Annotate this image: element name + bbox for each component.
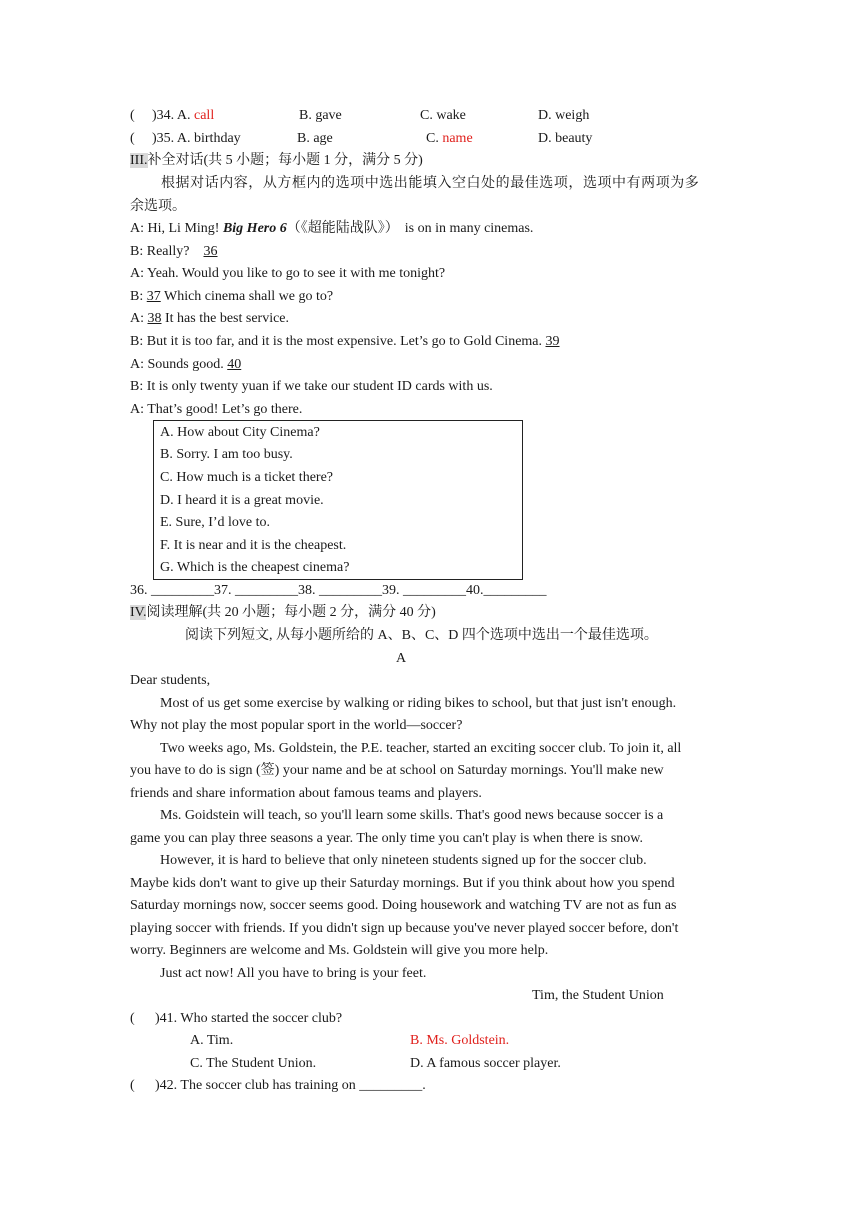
- dialog-line-9: A: That’s good! Let’s go there.: [130, 402, 303, 417]
- movie-title: Big Hero 6: [222, 221, 287, 236]
- dialog-line-5-speaker: A:: [130, 311, 144, 326]
- option-f: F. It is near and it is the cheapest.: [160, 538, 347, 553]
- q34-paren[interactable]: (: [130, 108, 135, 123]
- q35-option-c-text: name: [442, 131, 473, 146]
- passage-greeting: Dear students,: [130, 673, 211, 688]
- blank-39[interactable]: 39: [545, 334, 560, 349]
- option-c: C. How much is a ticket there?: [160, 470, 334, 485]
- passage-p1-line-2: Why not play the most popular sport in the world—soccer?: [130, 718, 463, 733]
- dialog-line-5: [130, 310, 289, 328]
- q41-option-b: B. Ms. Goldstein.: [410, 1033, 510, 1048]
- section3-title: 补全对话(共 5 小题；每小题 1 分，满分 5 分): [147, 153, 423, 168]
- answer-blanks-line[interactable]: 36. _________37. _________38. _________39. _________40._________: [130, 583, 547, 598]
- dialog-line-2-text: B: Really?: [130, 244, 190, 259]
- dialog-line-2: [130, 243, 218, 261]
- q34-option-c: C. wake: [420, 108, 466, 123]
- dialog-line-7: [130, 356, 241, 374]
- passage-p2-line-1: Two weeks ago, Ms. Goldstein, the P.E. teacher, started an exciting soccer club. To join it, all: [160, 741, 682, 756]
- passage-p4-line-1: However, it is hard to believe that only nineteen students signed up for the soccer club.: [160, 853, 647, 868]
- dialog-line-6: [130, 333, 560, 351]
- section4-title: 阅读理解(共 20 小题；每小题 2 分，满分 40 分): [146, 605, 436, 620]
- q41-option-d: D. A famous soccer player.: [410, 1056, 561, 1071]
- passage-p4-line-5: worry. Beginners are welcome and Ms. Goldstein will give you more help.: [130, 943, 549, 958]
- q35-paren[interactable]: (: [130, 131, 135, 146]
- q34-option-a: call: [194, 108, 215, 123]
- passage-p2-line-2: you have to do is sign (签) your name and be at school on Saturday mornings. You'll make new: [130, 763, 664, 778]
- passage-p4-line-4: playing soccer with friends. If you didn't sign up because you've never played soccer before, don't: [130, 921, 679, 936]
- option-e: E. Sure, I’d love to.: [160, 515, 271, 530]
- q35-option-c: [426, 130, 473, 148]
- blank-40[interactable]: 40: [227, 357, 242, 372]
- dialog-line-1-start: A: Hi, Li Ming!: [130, 221, 220, 236]
- option-d: D. I heard it is a great movie.: [160, 493, 324, 508]
- movie-title-chinese: （《超能陆战队》）: [286, 221, 399, 236]
- q34-option-d: D. weigh: [538, 108, 590, 123]
- passage-p1-line-1: Most of us get some exercise by walking or riding bikes to school, but that just isn't enough.: [160, 696, 677, 711]
- dialog-line-1-end: is on in many cinemas.: [404, 221, 534, 236]
- section3-number: III.: [130, 153, 148, 168]
- blank-36[interactable]: 36: [203, 244, 218, 259]
- q41-stem: )41. Who started the soccer club?: [155, 1011, 343, 1026]
- option-a: A. How about City Cinema?: [160, 425, 320, 440]
- dialog-line-1: [130, 220, 533, 238]
- dialog-line-4: [130, 288, 333, 306]
- q42-stem: )42. The soccer club has training on _________.: [155, 1078, 426, 1093]
- q41-option-c: C. The Student Union.: [190, 1056, 317, 1071]
- q35-option-c-letter: C.: [426, 131, 439, 146]
- q34-stem: [152, 107, 214, 125]
- blank-38[interactable]: 38: [147, 311, 162, 326]
- passage-p3-line-1: Ms. Goidstein will teach, so you'll learn some skills. That's good news because soccer is a: [160, 808, 664, 823]
- passage-p4-line-3: Saturday mornings now, soccer seems good. Doing housework and watching TV are not as fun as: [130, 898, 677, 913]
- option-b: B. Sorry. I am too busy.: [160, 447, 293, 462]
- dialog-line-3: A: Yeah. Would you like to go to see it with me tonight?: [130, 266, 446, 281]
- section4-heading: [130, 604, 436, 622]
- option-g: G. Which is the cheapest cinema?: [160, 560, 350, 575]
- dialog-line-7-text: A: Sounds good.: [130, 357, 224, 372]
- q41-option-a: A. Tim.: [190, 1033, 234, 1048]
- dialog-line-4-speaker: B:: [130, 289, 144, 304]
- section3-instruction: 根据对话内容，从方框内的选项中选出能填入空白处的最佳选项，选项中有两项为多: [161, 176, 700, 191]
- dialog-line-6-text: B: But it is too far, and it is the most expensive. Let’s go to Gold Cinema.: [130, 334, 543, 349]
- blank-37[interactable]: 37: [146, 289, 161, 304]
- passage-p5: Just act now! All you have to bring is your feet.: [160, 966, 427, 981]
- section3-instruction-cont: 余选项。: [130, 199, 186, 214]
- section3-heading: [130, 152, 423, 170]
- dialog-line-5-text: It has the best service.: [165, 311, 290, 326]
- section4-instruction: 阅读下列短文, 从每小题所给的 A、B、C、D 四个选项中选出一个最佳选项。: [185, 628, 658, 643]
- passage-p3-line-2: game you can play three seasons a year. The only time you can't play is when there is snow.: [130, 831, 643, 846]
- q35-option-d: D. beauty: [538, 131, 593, 146]
- dialog-line-4-text: Which cinema shall we go to?: [163, 289, 334, 304]
- q35-option-b: B. age: [297, 131, 333, 146]
- passage-p2-line-3: friends and share information about famous teams and players.: [130, 786, 482, 801]
- q35-stem: )35. A. birthday: [152, 131, 241, 146]
- dialog-line-8: B: It is only twenty yuan if we take our student ID cards with us.: [130, 379, 493, 394]
- passage-p4-line-2: Maybe kids don't want to give up their Saturday mornings. But if you think about how you spend: [130, 876, 675, 891]
- passage-label: A: [396, 651, 407, 666]
- section4-number: IV.: [130, 605, 147, 620]
- q41-paren[interactable]: (: [130, 1011, 135, 1026]
- q34-number: )34. A.: [152, 108, 191, 123]
- q34-option-b: B. gave: [299, 108, 342, 123]
- q42-paren[interactable]: (: [130, 1078, 135, 1093]
- passage-signature: Tim, the Student Union: [532, 988, 664, 1003]
